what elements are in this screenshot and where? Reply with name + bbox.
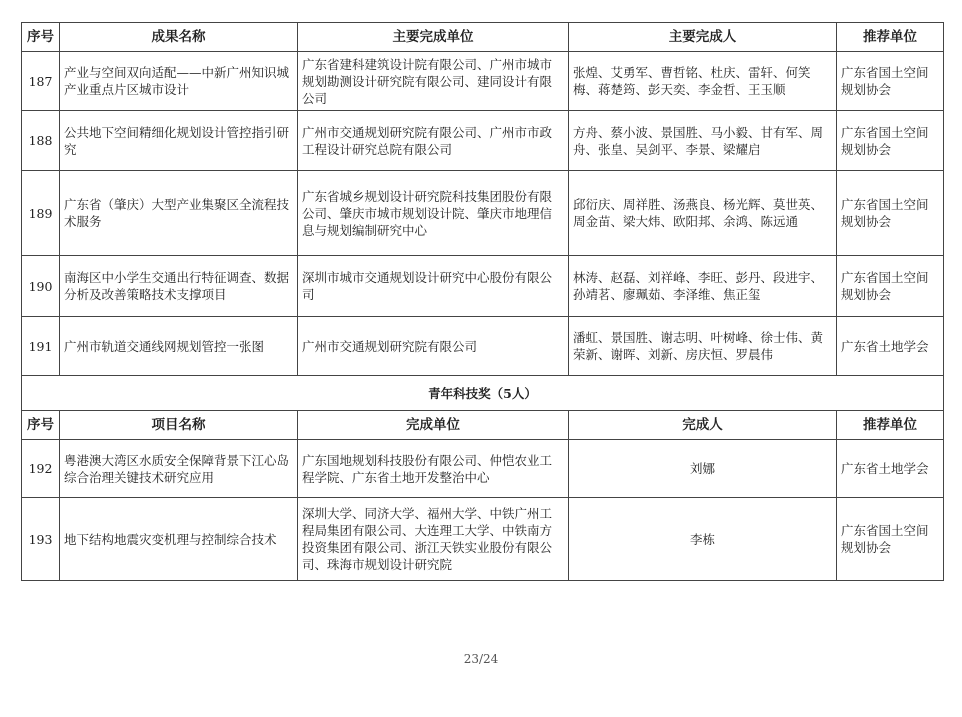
header-cell: 序号 [22, 23, 60, 52]
completion-people: 刘娜 [569, 440, 837, 498]
recommender: 广东省土地学会 [837, 440, 944, 498]
table-row [22, 317, 944, 376]
recommender: 广东省土地学会 [837, 317, 944, 376]
header-cell: 序号 [22, 411, 60, 440]
completion-people: 林涛、赵磊、刘祥峰、李旺、彭丹、段进宇、孙靖茗、廖珮茹、李泽维、焦正玺 [569, 256, 837, 317]
project-name: 广东省（肇庆）大型产业集聚区全流程技术服务 [60, 171, 298, 256]
completion-people: 张煌、艾勇军、曹哲铭、杜庆、雷轩、何笑梅、蒋楚筠、彭天奕、李金哲、王玉顺 [569, 52, 837, 111]
completion-units: 广州市交通规划研究院有限公司 [298, 317, 569, 376]
recommender: 广东省国土空间规划协会 [837, 111, 944, 171]
row-number: 189 [22, 171, 60, 256]
project-name: 南海区中小学生交通出行特征调查、数据分析及改善策略技术支撑项目 [60, 256, 298, 317]
header-cell: 推荐单位 [837, 411, 944, 440]
completion-units: 广州市交通规划研究院有限公司、广州市市政工程设计研究总院有限公司 [298, 111, 569, 171]
completion-units: 广东国地规划科技股份有限公司、仲恺农业工程学院、广东省土地开发整治中心 [298, 440, 569, 498]
completion-people: 方舟、蔡小波、景国胜、马小毅、甘有军、周舟、张皇、吴剑平、李景、梁耀启 [569, 111, 837, 171]
project-name: 地下结构地震灾变机理与控制综合技术 [60, 498, 298, 581]
row-number: 188 [22, 111, 60, 171]
completion-people: 潘虹、景国胜、谢志明、叶树峰、徐士伟、黄荣新、谢晖、刘新、房庆恒、罗晨伟 [569, 317, 837, 376]
project-name: 广州市轨道交通线网规划管控一张图 [60, 317, 298, 376]
recommender: 广东省国土空间规划协会 [837, 498, 944, 581]
header-cell: 主要完成单位 [298, 23, 569, 52]
row-number: 187 [22, 52, 60, 111]
project-name: 粤港澳大湾区水质安全保障背景下江心岛综合治理关键技术研究应用 [60, 440, 298, 498]
completion-units: 深圳大学、同济大学、福州大学、中铁广州工程局集团有限公司、大连理工大学、中铁南方投资集团有限公司、浙江天铁实业股份有限公司、珠海市规划设计研究院 [298, 498, 569, 581]
header-cell: 成果名称 [60, 23, 298, 52]
row-number: 193 [22, 498, 60, 581]
header-cell: 推荐单位 [837, 23, 944, 52]
section-title: 青年科技奖（5人） [22, 376, 944, 411]
completion-people: 李栋 [569, 498, 837, 581]
row-number: 191 [22, 317, 60, 376]
table-row [22, 256, 944, 317]
table-header-row [22, 23, 944, 52]
header-cell: 完成单位 [298, 411, 569, 440]
table-row [22, 440, 944, 498]
header-cell: 主要完成人 [569, 23, 837, 52]
table-header-row [22, 411, 944, 440]
header-cell: 完成人 [569, 411, 837, 440]
section-title-row [22, 376, 944, 411]
completion-people: 邱衍庆、周祥胜、汤燕良、杨光辉、莫世英、周金苗、梁大炜、欧阳邦、余鸿、陈远通 [569, 171, 837, 256]
page-number: 23/24 [463, 652, 499, 666]
row-number: 192 [22, 440, 60, 498]
row-number: 190 [22, 256, 60, 317]
table-row [22, 111, 944, 171]
project-name: 公共地下空间精细化规划设计管控指引研究 [60, 111, 298, 171]
recommender: 广东省国土空间规划协会 [837, 256, 944, 317]
project-name: 产业与空间双向适配——中新广州知识城产业重点片区城市设计 [60, 52, 298, 111]
table-row [22, 498, 944, 581]
awards-table [21, 22, 944, 581]
header-cell: 项目名称 [60, 411, 298, 440]
recommender: 广东省国土空间规划协会 [837, 171, 944, 256]
recommender: 广东省国土空间规划协会 [837, 52, 944, 111]
table-row [22, 52, 944, 111]
completion-units: 深圳市城市交通规划设计研究中心股份有限公司 [298, 256, 569, 317]
completion-units: 广东省城乡规划设计研究院科技集团股份有限公司、肇庆市城市规划设计院、肇庆市地理信息与规划编制研究中心 [298, 171, 569, 256]
table-row [22, 171, 944, 256]
completion-units: 广东省建科建筑设计院有限公司、广州市城市规划勘测设计研究院有限公司、建同设计有限公司 [298, 52, 569, 111]
